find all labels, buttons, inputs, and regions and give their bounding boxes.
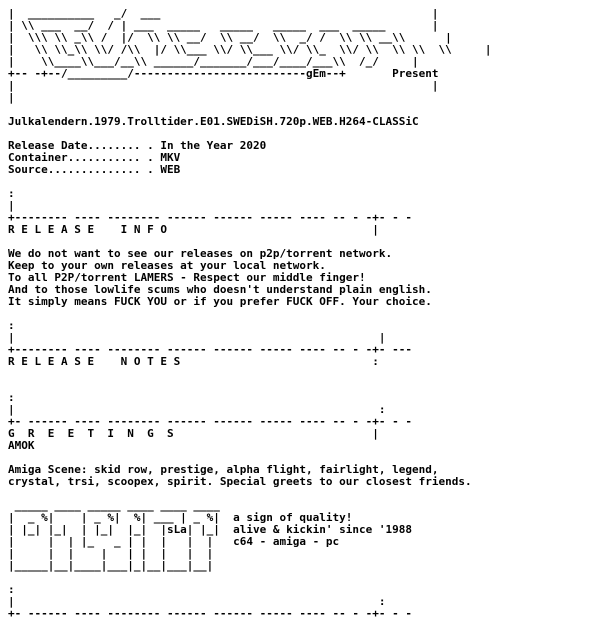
- nfo-line: [8, 176, 491, 188]
- nfo-line: AMOK: [8, 439, 35, 452]
- nfo-line: [8, 572, 491, 584]
- nfo-line: | \\\ \\ _\\ / |/ \\ \\ __/ \\ __/ \\ _/ / \\ \\ __\\ |: [8, 31, 452, 44]
- nfo-line: | :: [8, 403, 386, 416]
- nfo-line: [8, 380, 491, 392]
- nfo-line: G R E E T I N G S |: [8, 427, 379, 440]
- nfo-line: | __________ _/ ___ |: [8, 7, 439, 20]
- nfo-line: [8, 368, 491, 380]
- nfo-line: Amiga Scene: skid row, prestige, alpha flight, fairlight, legend,: [8, 463, 439, 476]
- nfo-line: Keep to your own releases at your local network.: [8, 259, 326, 272]
- nfo-line: Julkalendern.1979.Trolltider.E01.SWEDiSH.720p.WEB.H264-CLASSiC: [8, 115, 419, 128]
- nfo-line: | \\____\\___/__\\ ______/_______/___/____/___\\ /_/ |: [8, 55, 419, 68]
- nfo-line: We do not want to see our releases on p2p/torrent network.: [8, 247, 393, 260]
- nfo-line: | \\ \\_\\ \\/ /\\ |/ \\___ \\/ \\___ \\/ \\_ \\/ \\ \\ \\ \\ |: [8, 43, 492, 56]
- nfo-line: _____ ____ _____ ____ ____ ____: [8, 499, 220, 512]
- nfo-line: R E L E A S E N O T E S :: [8, 355, 379, 368]
- nfo-line: :: [8, 187, 15, 200]
- nfo-line: [8, 308, 491, 320]
- nfo-line: +- ------ ---- -------- ------ ------ ----- ---- -- - -+- - -: [8, 415, 412, 428]
- nfo-line: To all P2P/torrent LAMERS - Respect our middle finger!: [8, 271, 366, 284]
- nfo-line: Release Date........ . In the Year 2020: [8, 139, 267, 152]
- nfo-line: | | | | | | | | |: [8, 547, 214, 560]
- nfo-line: | _ %| | _ %| %| ___ | _ %| a sign of quality!: [8, 511, 353, 524]
- nfo-line: Source.............. . WEB: [8, 163, 181, 176]
- nfo-line: And to those lowlife scums who doesn't understand plain english.: [8, 283, 432, 296]
- nfo-line: +-- -+--/_________/--------------------------gEm--+ Present: [8, 67, 439, 80]
- nfo-line: :: [8, 319, 15, 332]
- nfo-text: [8, 8, 491, 620]
- nfo-line: :: [8, 391, 15, 404]
- nfo-line: |: [8, 91, 15, 104]
- nfo-line: |_____|__|____|___|_|__|___|__|: [8, 559, 214, 572]
- nfo-line: | | | |_ _ | | | | | c64 - amiga - pc: [8, 535, 340, 548]
- nfo-line: | |: [8, 79, 439, 92]
- nfo-line: |: [8, 199, 15, 212]
- nfo-line: | |: [8, 331, 386, 344]
- nfo-line: | :: [8, 595, 386, 608]
- nfo-line: +- ------ ---- -------- ------ ------ ----- ---- -- - -+- - -: [8, 607, 412, 620]
- nfo-line: R E L E A S E I N F O |: [8, 223, 379, 236]
- nfo-line: | \\ ___ __/ / | ___ _____ _____ _____ ___ _____ |: [8, 19, 439, 32]
- nfo-line: crystal, trsi, scoopex, spirit. Special greets to our closest friends.: [8, 475, 472, 488]
- nfo-line: +-------- ---- -------- ------ ------ ----- ---- -- - -+- - -: [8, 211, 412, 224]
- nfo-line: :: [8, 583, 15, 596]
- nfo-line: It simply means FUCK YOU or if you prefer FUCK OFF. Your choice.: [8, 295, 432, 308]
- nfo-line: +-------- ---- -------- ------ ------ ----- ---- -- - -+- ---: [8, 343, 412, 356]
- nfo-line: Container........... . MKV: [8, 151, 181, 164]
- nfo-line: | |_| |_| | |_| |_| |sLa| |_| alive & kickin' since '1988: [8, 523, 412, 536]
